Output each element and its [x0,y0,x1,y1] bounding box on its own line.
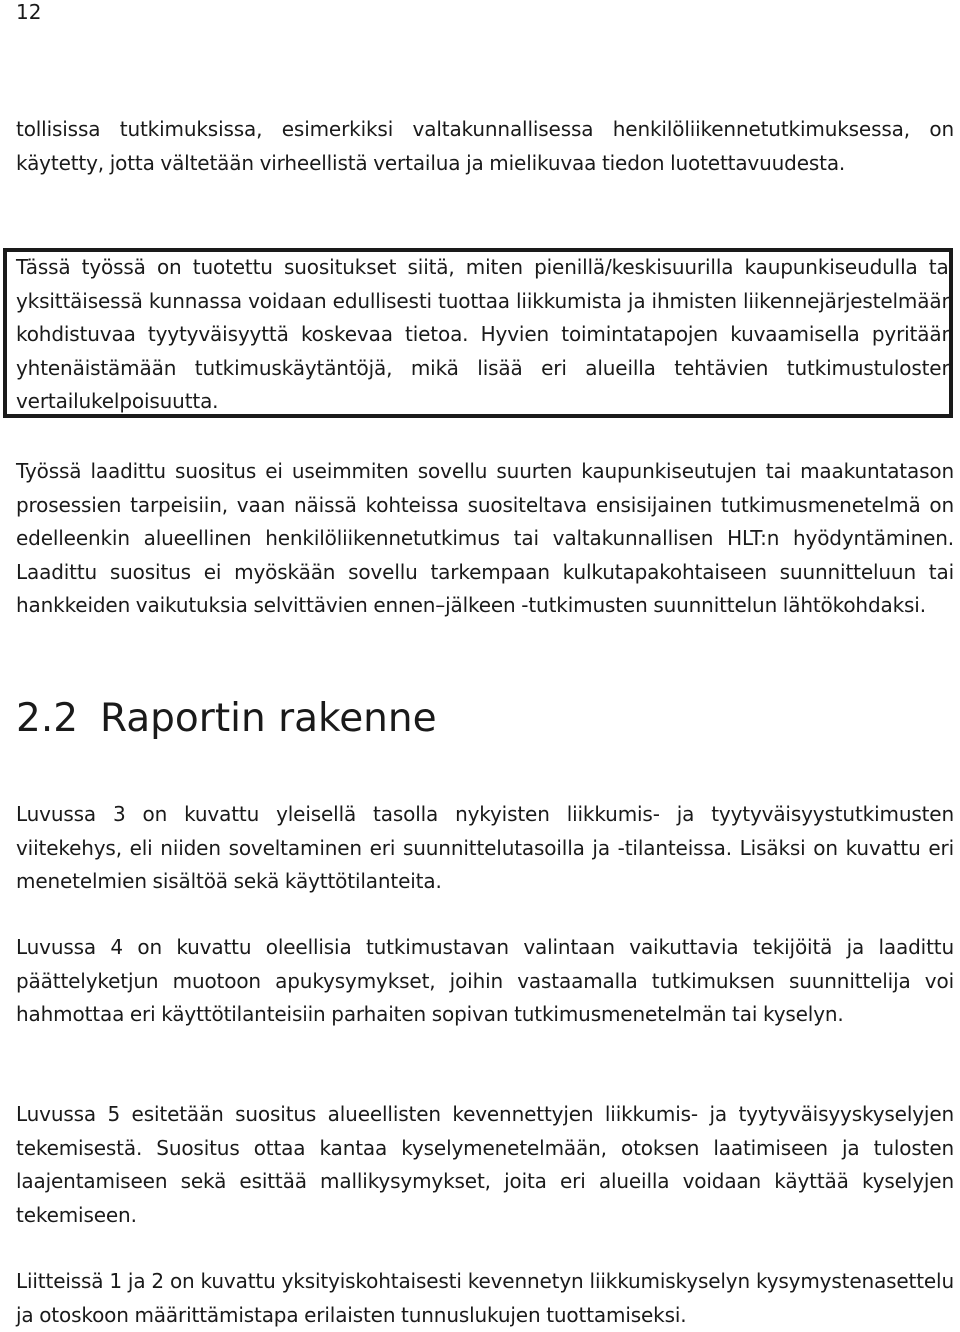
section-title: Raportin rakenne [100,696,437,741]
paragraph-chapter-3: Luvussa 3 on kuvattu yleisellä tasolla nykyisten liikkumis- ja tyytyväisyystutkimusten viitekehys, eli niiden soveltaminen eri suunnittelutasoilla ja -tilanteissa. Lisäksi on kuvattu eri menetelmien sisältöä sekä käyttötilanteita. [16,802,954,893]
paragraph-scope: Työssä laadittu suositus ei useimmiten sovellu suurten kaupunkiseutujen tai maakuntatason prosessien tarpeisiin, vaan näissä kohteissa suositeltava ensisijainen tutkimusmenetelmä on edelleenkin alueellinen henkilöliikennetutkimus tai valtakunnallisen HLT:n hyödyntäminen. Laadittu suositus ei myöskään sovellu tarkempaan kulkutapakohtaiseen suunnitteluun tai hankkeiden vaikutuksia selvittävien ennen–jälkeen -tutkimusten suunnittelun lähtökohdaksi. [16,459,954,617]
paragraph-chapter-4: Luvussa 4 on kuvattu oleellisia tutkimustavan valintaan vaikuttavia tekijöitä ja laadittu päättelyketjun muotoon apukysymykset, joihin vastaamalla tutkimuksen suunnittelija voi hahmottaa eri käyttötilanteisiin parhaiten sopivan tutkimusmenetelmän tai kyselyn. [16,935,954,1026]
boxed-paragraph: Tässä työssä on tuotettu suositukset siitä, miten pienillä/keskisuurilla kaupunkiseudulla tai yksittäisessä kunnassa voidaan edullisesti tuottaa liikkumista ja ihmisten liikennejärjestelmään kohdistuvaa tyytyväisyyttä koskevaa tietoa. Hyvien toimintatapojen kuvaamisella pyritään yhtenäistämään tutkimuskäytäntöjä, mikä lisää eri alueilla tehtävien tutkimustulosten vertailukelpoisuutta. [16,255,954,413]
paragraph-chapter-5: Luvussa 5 esitetään suositus alueellisten kevennettyjen liikkumis- ja tyytyväisyyskyselyjen tekemisestä. Suositus ottaa kantaa kyselymenetelmään, otoksen laatimiseen ja tulosten laajentamiseen sekä esittää mallikysymykset, joita eri alueilla voidaan käyttää kyselyjen tekemiseen. [16,1102,954,1227]
section-heading [16,690,437,748]
section-number: 2.2 [16,696,79,741]
paragraph-intro: tollisissa tutkimuksissa, esimerkiksi valtakunnallisessa henkilöliikennetutkimuksessa, on käytetty, jotta vältetään virheellistä vertailua ja mielikuvaa tiedon luotettavuudesta. [16,117,954,175]
page-number: 12 [16,0,42,24]
paragraph-appendices: Liitteissä 1 ja 2 on kuvattu yksityiskohtaisesti kevennetyn liikkumiskyselyn kysymystenasettelu ja otoskoon määrittämistapa erilaisten tunnuslukujen tuottamiseksi. [16,1269,954,1327]
